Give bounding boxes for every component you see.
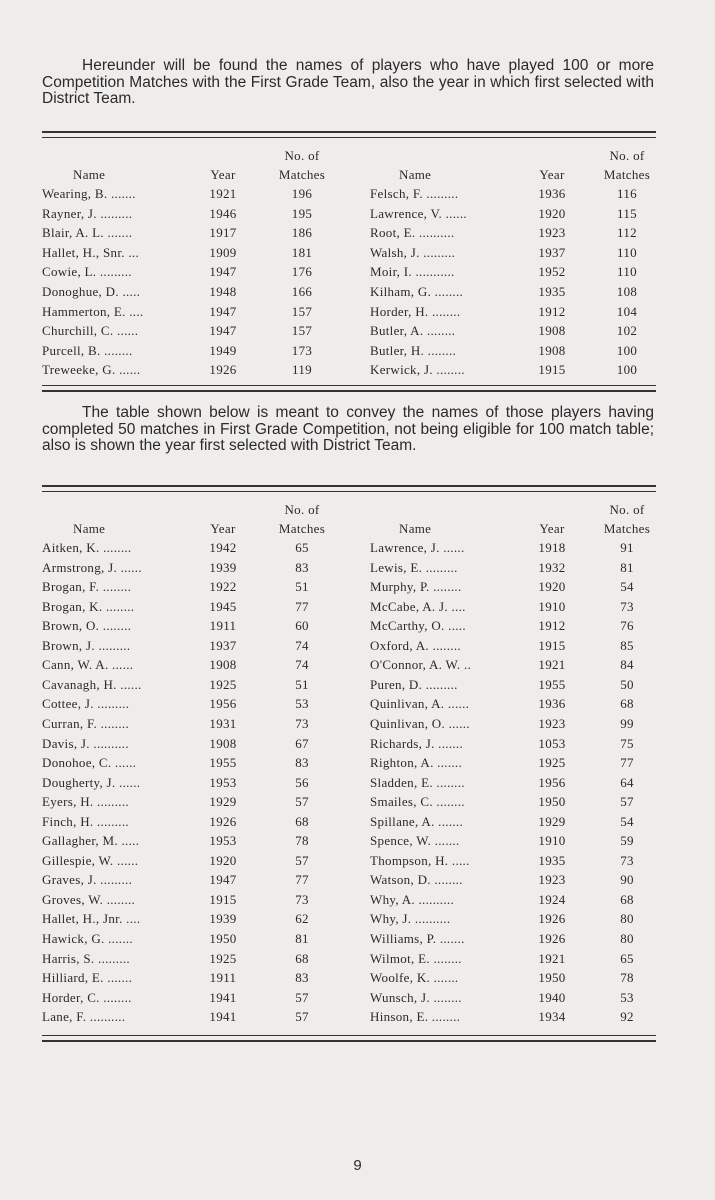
- player-matches: 68: [620, 891, 634, 907]
- player-matches: 74: [295, 657, 309, 673]
- header-matches-line2: Matches: [278, 167, 326, 182]
- player-name: Hallet, H., Jnr. ....: [42, 911, 141, 927]
- player-year: 1908: [209, 735, 237, 751]
- player-name: Wearing, B. .......: [42, 186, 136, 201]
- player-year: 1947: [209, 323, 237, 339]
- player-name: Sladden, E. ........: [370, 774, 465, 790]
- player-year: 1915: [209, 891, 237, 907]
- player-name: Donoghue, D. .....: [42, 284, 141, 299]
- player-name: Horder, H. ........: [370, 303, 461, 319]
- player-name: Gallagher, M. .....: [42, 833, 140, 849]
- player-year: 1952: [538, 264, 566, 280]
- header-matches-line1: No. of: [284, 148, 320, 163]
- player-year: 1926: [209, 813, 237, 829]
- header-row-2: [42, 521, 656, 537]
- player-year: 1942: [209, 540, 237, 555]
- player-matches: 62: [295, 911, 309, 927]
- player-year: 1932: [538, 559, 566, 575]
- player-matches: 110: [617, 264, 637, 280]
- player-matches: 84: [620, 657, 634, 673]
- player-matches: 100: [616, 342, 638, 358]
- table-row: [42, 540, 656, 556]
- player-year: 1936: [538, 696, 566, 712]
- player-matches: 73: [620, 598, 634, 614]
- player-name: Hallet, H., Snr. ...: [42, 244, 139, 260]
- player-year: 1947: [209, 264, 237, 280]
- player-name: Spence, W. .......: [370, 833, 460, 849]
- table-row: [42, 931, 656, 947]
- player-name: Oxford, A. ........: [370, 637, 461, 653]
- table-row: [42, 225, 656, 241]
- player-name: Hawick, G. .......: [42, 931, 133, 946]
- player-year: 1931: [209, 715, 237, 731]
- player-year: 1950: [538, 794, 566, 810]
- player-name: Gillespie, W. ......: [42, 852, 139, 868]
- player-year: 1950: [209, 931, 237, 946]
- player-matches: 68: [295, 950, 309, 966]
- player-matches: 173: [291, 342, 313, 358]
- table-row: [42, 794, 656, 810]
- player-name: Root, E. ..........: [370, 225, 455, 241]
- player-year: 1910: [538, 598, 566, 614]
- player-matches: 157: [291, 323, 313, 339]
- player-year: 1939: [209, 911, 237, 927]
- player-name: Graves, J. .........: [42, 872, 133, 888]
- table-row: [42, 304, 656, 320]
- player-year: 1053: [538, 735, 566, 751]
- player-name: Curran, F. ........: [42, 715, 129, 731]
- player-year: 1941: [209, 1009, 237, 1025]
- player-year: 1945: [209, 598, 237, 614]
- player-year: 1948: [209, 284, 237, 299]
- player-name: Churchill, C. ......: [42, 323, 139, 339]
- table-row: [42, 872, 656, 888]
- table-row: [42, 853, 656, 869]
- player-name: Groves, W. ........: [42, 891, 136, 907]
- player-year: 1953: [209, 774, 237, 790]
- player-matches: 166: [291, 284, 313, 299]
- player-matches: 57: [620, 794, 634, 810]
- player-year: 1923: [538, 225, 566, 241]
- player-matches: 104: [616, 303, 638, 319]
- player-matches: 81: [620, 559, 634, 575]
- player-matches: 73: [295, 891, 309, 907]
- header-year: Year: [210, 521, 236, 536]
- player-name: Hinson, E. ........: [370, 1009, 461, 1025]
- player-matches: 92: [620, 1009, 634, 1025]
- player-name: Smailes, C. ........: [370, 794, 465, 810]
- player-year: 1946: [209, 205, 237, 221]
- player-matches: 64: [620, 774, 634, 790]
- player-year: 1924: [538, 891, 566, 907]
- table1-bottom-rule: [42, 390, 656, 392]
- player-name: Brogan, F. ........: [42, 579, 132, 595]
- player-year: 1949: [209, 342, 237, 358]
- player-matches: 110: [617, 244, 637, 260]
- player-matches: 73: [295, 715, 309, 731]
- table-row: [42, 579, 656, 595]
- table-row: [42, 657, 656, 673]
- player-matches: 80: [620, 931, 634, 946]
- table-row: [42, 323, 656, 339]
- table-row: [42, 284, 656, 300]
- player-name: Kilham, G. ........: [370, 284, 464, 299]
- player-name: Aitken, K. ........: [42, 540, 132, 555]
- table-row: [42, 736, 656, 752]
- player-name: Williams, P. .......: [370, 931, 465, 946]
- player-matches: 76: [620, 618, 634, 634]
- player-matches: 73: [620, 852, 634, 868]
- player-year: 1908: [538, 342, 566, 358]
- player-name: Dougherty, J. ......: [42, 774, 141, 790]
- header-year: Year: [539, 521, 565, 536]
- table-row: [42, 638, 656, 654]
- player-year: 1929: [538, 813, 566, 829]
- player-year: 1925: [209, 676, 237, 692]
- header-name: Name: [73, 521, 106, 536]
- player-name: Why, J. ..........: [370, 911, 451, 927]
- intro-text: Hereunder will be found the names of players who have played 100 or more Competition Matches with the First Grade Team, also the year in which first selected with District Team.: [42, 57, 654, 107]
- player-name: Quinlivan, A. ......: [370, 696, 470, 712]
- table-row: [42, 560, 656, 576]
- player-year: 1911: [209, 618, 237, 634]
- player-name: Moir, I. ...........: [370, 264, 455, 280]
- player-year: 1935: [538, 852, 566, 868]
- table-row: [42, 990, 656, 1006]
- player-year: 1937: [209, 637, 237, 653]
- player-matches: 80: [620, 911, 634, 927]
- player-name: McCarthy, O. .....: [370, 618, 466, 634]
- player-year: 1910: [538, 833, 566, 849]
- table-row: [42, 833, 656, 849]
- header-year: Year: [210, 167, 236, 182]
- player-matches: 157: [291, 303, 313, 319]
- table-row: [42, 696, 656, 712]
- player-matches: 78: [295, 833, 309, 849]
- header-matches-line2: Matches: [603, 521, 651, 536]
- player-matches: 56: [295, 774, 309, 790]
- table-row: [42, 892, 656, 908]
- table-row: [42, 775, 656, 791]
- player-year: 1953: [209, 833, 237, 849]
- player-year: 1908: [538, 323, 566, 339]
- player-year: 1939: [209, 559, 237, 575]
- player-year: 1921: [538, 950, 566, 966]
- player-name: Murphy, P. ........: [370, 579, 462, 595]
- player-year: 1925: [209, 950, 237, 966]
- player-matches: 75: [620, 735, 634, 751]
- player-year: 1921: [209, 186, 237, 201]
- player-matches: 60: [295, 618, 309, 634]
- table-row: [42, 362, 656, 378]
- player-matches: 176: [291, 264, 313, 280]
- player-name: Harris, S. .........: [42, 950, 130, 966]
- player-name: Hilliard, E. .......: [42, 970, 133, 986]
- table-row: [42, 911, 656, 927]
- player-matches: 195: [291, 205, 313, 221]
- player-matches: 57: [295, 989, 309, 1005]
- player-year: 1915: [538, 362, 566, 378]
- player-name: Butler, H. ........: [370, 342, 457, 358]
- player-name: Brogan, K. ........: [42, 598, 135, 614]
- player-name: Quinlivan, O. ......: [370, 715, 470, 731]
- player-matches: 57: [295, 852, 309, 868]
- player-name: Brown, J. .........: [42, 637, 131, 653]
- player-year: 1920: [209, 852, 237, 868]
- player-year: 1923: [538, 715, 566, 731]
- middle-text: The table shown below is meant to convey the names of those players having completed 50 matches in First Grade Competition, not being eligible for 100 match table; also is shown the year first selected with District Team.: [42, 404, 654, 454]
- table-row: [42, 186, 656, 202]
- player-matches: 51: [295, 676, 309, 692]
- player-matches: 91: [620, 540, 634, 555]
- player-name: Eyers, H. .........: [42, 794, 129, 810]
- player-year: 1929: [209, 794, 237, 810]
- table2-top-rule-thin: [42, 491, 656, 492]
- player-matches: 78: [620, 970, 634, 986]
- player-name: Righton, A. .......: [370, 755, 463, 771]
- player-name: Cottee, J. .........: [42, 696, 130, 712]
- player-year: 1955: [209, 755, 237, 771]
- player-year: 1915: [538, 637, 566, 653]
- player-name: Donohoe, C. ......: [42, 755, 137, 771]
- player-matches: 53: [295, 696, 309, 712]
- table2-bottom-rule-thin: [42, 1035, 656, 1036]
- player-matches: 54: [620, 813, 634, 829]
- player-year: 1937: [538, 244, 566, 260]
- header-matches-line1: No. of: [284, 502, 320, 517]
- player-matches: 112: [617, 225, 637, 241]
- player-matches: 100: [616, 362, 638, 378]
- player-matches: 85: [620, 637, 634, 653]
- header-matches-line1: No. of: [609, 148, 645, 163]
- player-year: 1920: [538, 205, 566, 221]
- player-year: 1926: [538, 931, 566, 946]
- player-year: 1909: [209, 244, 237, 260]
- player-matches: 116: [617, 186, 637, 201]
- player-matches: 83: [295, 970, 309, 986]
- player-matches: 68: [620, 696, 634, 712]
- table-row: [42, 716, 656, 732]
- player-matches: 68: [295, 813, 309, 829]
- player-name: Lawrence, V. ......: [370, 205, 467, 221]
- player-matches: 67: [295, 735, 309, 751]
- player-name: Richards, J. .......: [370, 735, 464, 751]
- player-name: Armstrong, J. ......: [42, 559, 142, 575]
- player-matches: 90: [620, 872, 634, 888]
- player-name: Lawrence, J. ......: [370, 540, 465, 555]
- player-year: 1925: [538, 755, 566, 771]
- player-matches: 99: [620, 715, 634, 731]
- player-year: 1956: [209, 696, 237, 712]
- player-name: Lewis, E. .........: [370, 559, 458, 575]
- player-matches: 74: [295, 637, 309, 653]
- player-matches: 77: [295, 872, 309, 888]
- header-name: Name: [399, 167, 432, 182]
- player-matches: 81: [295, 931, 309, 946]
- player-matches: 50: [620, 676, 634, 692]
- player-name: Horder, C. ........: [42, 989, 132, 1005]
- player-name: Wunsch, J. ........: [370, 989, 462, 1005]
- player-matches: 77: [620, 755, 634, 771]
- player-name: Thompson, H. .....: [370, 852, 470, 868]
- player-matches: 181: [291, 244, 313, 260]
- player-name: Felsch, F. .........: [370, 186, 459, 201]
- player-name: Spillane, A. .......: [370, 813, 464, 829]
- player-name: Wilmot, E. ........: [370, 950, 462, 966]
- player-year: 1934: [538, 1009, 566, 1025]
- player-year: 1947: [209, 303, 237, 319]
- player-matches: 196: [291, 186, 313, 201]
- intro-paragraph: [42, 58, 654, 108]
- player-name: Hammerton, E. ....: [42, 303, 144, 319]
- header-name: Name: [399, 521, 432, 536]
- player-year: 1911: [209, 970, 237, 986]
- player-year: 1922: [209, 579, 237, 595]
- header-name: Name: [73, 167, 106, 182]
- player-name: Cann, W. A. ......: [42, 657, 134, 673]
- player-matches: 186: [291, 225, 313, 241]
- player-year: 1912: [538, 618, 566, 634]
- player-name: Blair, A. L. .......: [42, 225, 133, 241]
- player-matches: 51: [295, 579, 309, 595]
- player-matches: 57: [295, 1009, 309, 1025]
- table-row: [42, 970, 656, 986]
- table-row: [42, 814, 656, 830]
- header-row-2: [42, 167, 656, 183]
- player-year: 1908: [209, 657, 237, 673]
- player-matches: 53: [620, 989, 634, 1005]
- player-matches: 59: [620, 833, 634, 849]
- player-year: 1912: [538, 303, 566, 319]
- player-matches: 77: [295, 598, 309, 614]
- header-matches-line2: Matches: [278, 521, 326, 536]
- player-matches: 102: [616, 323, 638, 339]
- player-year: 1947: [209, 872, 237, 888]
- table-row: [42, 1009, 656, 1025]
- player-name: Brown, O. ........: [42, 618, 132, 634]
- player-name: Davis, J. ..........: [42, 735, 129, 751]
- player-name: O'Connor, A. W. ..: [370, 657, 472, 673]
- player-year: 1936: [538, 186, 566, 201]
- table-row: [42, 951, 656, 967]
- player-name: Finch, H. .........: [42, 813, 129, 829]
- table-row: [42, 343, 656, 359]
- table-row: [42, 677, 656, 693]
- player-year: 1941: [209, 989, 237, 1005]
- player-name: Watson, D. ........: [370, 872, 463, 888]
- table-row: [42, 755, 656, 771]
- table1-top-rule: [42, 131, 656, 133]
- page-number: 9: [353, 1157, 362, 1174]
- table2-bottom-rule: [42, 1040, 656, 1042]
- player-name: Butler, A. ........: [370, 323, 456, 339]
- table-row: [42, 206, 656, 222]
- player-year: 1926: [538, 911, 566, 927]
- player-matches: 65: [620, 950, 634, 966]
- player-name: Puren, D. .........: [370, 676, 458, 692]
- header-matches-line1: No. of: [609, 502, 645, 517]
- player-name: Kerwick, J. ........: [370, 362, 465, 378]
- player-year: 1940: [538, 989, 566, 1005]
- player-name: Treweeke, G. ......: [42, 362, 141, 378]
- player-name: McCabe, A. J. ....: [370, 598, 466, 614]
- player-matches: 57: [295, 794, 309, 810]
- middle-paragraph: [42, 405, 654, 455]
- player-year: 1923: [538, 872, 566, 888]
- table-row: [42, 599, 656, 615]
- player-name: Cowie, L. .........: [42, 264, 132, 280]
- header-matches-line2: Matches: [603, 167, 651, 182]
- table-row: [42, 618, 656, 634]
- table1-top-rule-thin: [42, 137, 656, 138]
- player-year: 1926: [209, 362, 237, 378]
- player-year: 1955: [538, 676, 566, 692]
- player-name: Woolfe, K. .......: [370, 970, 459, 986]
- player-matches: 54: [620, 579, 634, 595]
- player-matches: 65: [295, 540, 309, 555]
- player-year: 1956: [538, 774, 566, 790]
- player-matches: 83: [295, 755, 309, 771]
- player-name: Purcell, B. ........: [42, 342, 133, 358]
- player-name: Cavanagh, H. ......: [42, 676, 142, 692]
- player-matches: 108: [616, 284, 638, 299]
- player-name: Lane, F. ..........: [42, 1009, 126, 1025]
- player-year: 1920: [538, 579, 566, 595]
- player-matches: 115: [617, 205, 637, 221]
- player-matches: 119: [292, 362, 312, 378]
- table-row: [42, 245, 656, 261]
- player-name: Rayner, J. .........: [42, 205, 133, 221]
- player-name: Why, A. ..........: [370, 891, 454, 907]
- player-name: Walsh, J. .........: [370, 244, 456, 260]
- table2-top-rule: [42, 485, 656, 487]
- player-matches: 83: [295, 559, 309, 575]
- player-year: 1921: [538, 657, 566, 673]
- player-year: 1917: [209, 225, 237, 241]
- header-year: Year: [539, 167, 565, 182]
- header-row-1: [42, 148, 656, 164]
- player-year: 1950: [538, 970, 566, 986]
- player-year: 1918: [538, 540, 566, 555]
- table-row: [42, 264, 656, 280]
- header-row-1: [42, 502, 656, 518]
- player-year: 1935: [538, 284, 566, 299]
- table1-bottom-rule-thin: [42, 385, 656, 386]
